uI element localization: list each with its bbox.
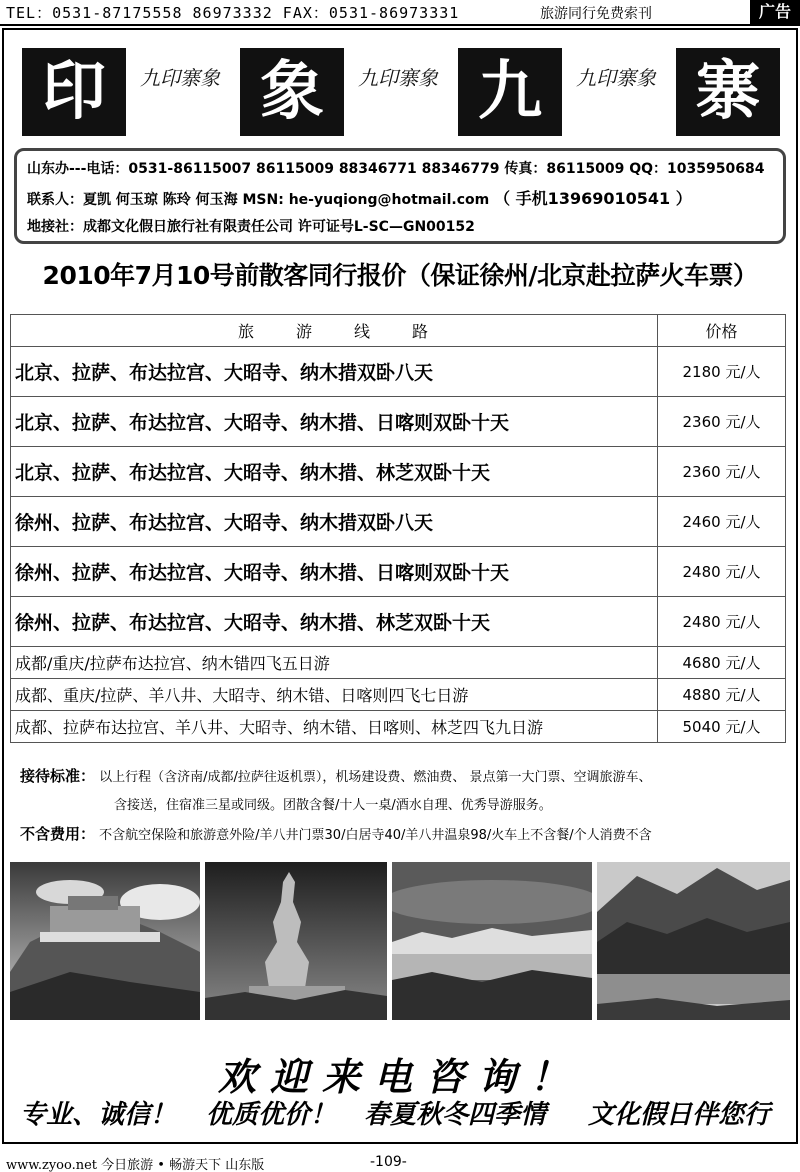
header-rule (0, 24, 800, 26)
standard-line-1 (20, 762, 790, 792)
office-line: 山东办---电话：0531-86115007 86115009 88346771 88346779 传真：86115009 QQ：1035950684 (27, 161, 765, 177)
table-row (11, 497, 786, 547)
standard-text-1: 以上行程（含济南/成都/拉萨往返机票），机场建设费、燃油费、 景点第一大门票、空调旅游车、 (99, 770, 652, 785)
call-to-action: 欢迎来电咨询！ (217, 1054, 582, 1099)
photo-potala-palace (10, 862, 200, 1020)
table-row (11, 597, 786, 647)
table-row (11, 447, 786, 497)
page-footer (0, 1152, 800, 1172)
price-cell: 4880 元/人 (658, 679, 786, 711)
banner-seal-3: 九印寨象 (576, 66, 656, 90)
route-cell: 北京、拉萨、布达拉宫、大昭寺、纳木措、林芝双卧十天 (11, 447, 658, 497)
price-cell: 2480 元/人 (658, 597, 786, 647)
banner-seal-2: 九印寨象 (358, 66, 438, 90)
contact-box (14, 148, 786, 244)
agency-line: 地接社：成都文化假日旅行社有限责任公司 许可证号L-SC—GN00152 (27, 219, 475, 235)
price-cell: 2180 元/人 (658, 347, 786, 397)
route-cell: 徐州、拉萨、布达拉宫、大昭寺、纳木措、日喀则双卧十天 (11, 547, 658, 597)
footer-site: www.zyoo.net 今日旅游 • 畅游天下 山东版 (6, 1158, 265, 1172)
exclude-label: 不含费用： (20, 825, 96, 843)
photo-strip (10, 862, 790, 1020)
contacts-text: 联系人：夏凯 何玉琼 陈玲 何玉海 MSN: he-yuqiong@hotmail.com (27, 192, 490, 208)
col-header-price: 价格 (658, 315, 786, 347)
table-row (11, 679, 786, 711)
price-cell: 2360 元/人 (658, 447, 786, 497)
banner-char-3: 九 (458, 48, 562, 136)
col-header-route: 旅游线路 (11, 315, 658, 347)
page-number: -109- (370, 1154, 407, 1170)
banner-char-2: 象 (240, 48, 344, 136)
slogan-4: 文化假日伴您行 (588, 1100, 771, 1130)
exclude-line (20, 820, 790, 850)
table-row (11, 397, 786, 447)
standard-text-2: 含接送，住宿准三星或同级。团散含餐/十人一桌/酒水自理、优秀导游服务。 (114, 798, 552, 813)
terms-section (20, 762, 790, 850)
route-cell: 北京、拉萨、布达拉宫、大昭寺、纳木措、日喀则双卧十天 (11, 397, 658, 447)
standard-label: 接待标准： (20, 767, 96, 785)
route-cell: 成都、重庆/拉萨、羊八井、大昭寺、纳木错、日喀则四飞七日游 (11, 679, 658, 711)
ad-badge: 广告 (750, 0, 800, 24)
route-cell: 成都、拉萨布达拉宫、羊八井、大昭寺、纳木错、日喀则、林芝四飞九日游 (11, 711, 658, 743)
header-subtitle: 旅游同行免费索刊 (540, 6, 652, 22)
table-row (11, 347, 786, 397)
photo-golden-statue (205, 862, 387, 1020)
table-row (11, 647, 786, 679)
exclude-text: 不含航空保险和旅游意外险/羊八井门票30/白居寺40/羊八井温泉98/火车上不含餐/个人消费不含 (99, 828, 652, 843)
route-cell: 徐州、拉萨、布达拉宫、大昭寺、纳木措、林芝双卧十天 (11, 597, 658, 647)
photo-lake-mountains (392, 862, 592, 1020)
slogan-3: 春夏秋冬四季情 (364, 1100, 547, 1130)
contacts-line (27, 184, 773, 213)
route-cell: 成都/重庆/拉萨布达拉宫、纳木错四飞五日游 (11, 647, 658, 679)
header-contact: TEL：0531-87175558 86973332 FAX：0531-86973331 (6, 4, 460, 22)
route-price-table (10, 314, 786, 743)
title-banner (22, 44, 782, 140)
route-cell: 徐州、拉萨、布达拉宫、大昭寺、纳木措双卧八天 (11, 497, 658, 547)
table-row (11, 711, 786, 743)
table-row (11, 547, 786, 597)
slogan-2: 优质优价！ (206, 1100, 337, 1130)
top-bar (0, 0, 800, 26)
slogan-1: 专业、诚信！ (20, 1100, 177, 1130)
price-headline: 2010年7月10号前散客同行报价（保证徐州/北京赴拉萨火车票） (42, 261, 758, 290)
banner-char-4: 寨 (676, 48, 780, 136)
price-cell: 2360 元/人 (658, 397, 786, 447)
price-cell: 2480 元/人 (658, 547, 786, 597)
price-cell: 5040 元/人 (658, 711, 786, 743)
price-cell: 2460 元/人 (658, 497, 786, 547)
route-cell: 北京、拉萨、布达拉宫、大昭寺、纳木措双卧八天 (11, 347, 658, 397)
slogan-row (20, 1094, 780, 1138)
table-header-row (11, 315, 786, 347)
mobile-text: （ 手机13969010541 ） (494, 189, 692, 208)
banner-char-1: 印 (22, 48, 126, 136)
banner-seal-1: 九印寨象 (140, 66, 220, 90)
photo-forest-lake (597, 862, 790, 1020)
price-cell: 4680 元/人 (658, 647, 786, 679)
